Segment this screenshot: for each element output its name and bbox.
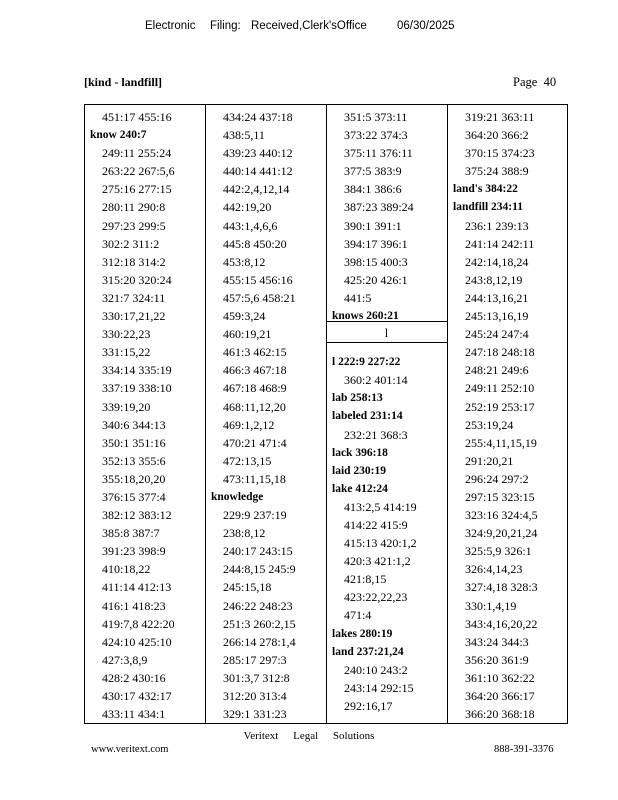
page-line-reference: 355:18,20,20 bbox=[102, 471, 166, 486]
index-term-entry: lack 396:18 bbox=[332, 446, 388, 459]
page-line-reference: 249:11 255:24 bbox=[102, 146, 172, 161]
word-index-table bbox=[84, 104, 568, 724]
page-line-reference: 416:1 418:23 bbox=[102, 598, 166, 613]
page-line-reference: 334:14 335:19 bbox=[102, 363, 172, 378]
page-line-reference: 247:18 248:18 bbox=[465, 345, 535, 360]
page-line-reference: 457:5,6 458:21 bbox=[223, 290, 296, 305]
footer-word: Solutions bbox=[332, 730, 375, 742]
page-line-reference: 394:17 396:1 bbox=[344, 236, 408, 251]
page-line-reference: 425:20 426:1 bbox=[344, 272, 408, 287]
index-term-entry: land's 384:22 bbox=[453, 183, 518, 196]
page-line-reference: 248:21 249:6 bbox=[465, 363, 529, 378]
page-line-reference: 385:8 387:7 bbox=[102, 526, 160, 541]
page-line-reference: 255:4,11,15,19 bbox=[465, 435, 537, 450]
index-column-1 bbox=[90, 108, 175, 723]
page-line-reference: 302:2 311:2 bbox=[102, 236, 160, 251]
footer-phone: 888-391-3376 bbox=[494, 744, 554, 755]
page-label: Page bbox=[513, 75, 538, 89]
page-line-reference: 421:8,15 bbox=[344, 572, 387, 587]
page-line-reference: 375:11 376:11 bbox=[344, 146, 413, 161]
page-line-reference: 327:4,18 328:3 bbox=[465, 580, 538, 595]
page-line-reference: 460:19,21 bbox=[223, 327, 272, 342]
footer-website: www.veritext.com bbox=[91, 744, 169, 755]
footer-word: Legal bbox=[293, 730, 319, 742]
page-line-reference: 376:15 377:4 bbox=[102, 489, 166, 504]
page-line-reference: 361:10 362:22 bbox=[465, 670, 535, 685]
page-line-reference: 442:19,20 bbox=[223, 200, 272, 215]
page-line-reference: 339:19,20 bbox=[102, 399, 151, 414]
page-line-reference: 440:14 441:12 bbox=[223, 164, 293, 179]
index-range-header: [kind - landfill] bbox=[84, 75, 163, 89]
index-term-entry: land 237:21,24 bbox=[332, 645, 404, 658]
page-line-reference: 292:16,17 bbox=[344, 698, 393, 713]
page-line-reference: 252:19 253:17 bbox=[465, 399, 535, 414]
page-line-reference: 384:1 386:6 bbox=[344, 182, 402, 197]
page-line-reference: 301:3,7 312:8 bbox=[223, 670, 290, 685]
page-line-reference: 343:4,16,20,22 bbox=[465, 616, 538, 631]
page-line-reference: 467:18 468:9 bbox=[223, 381, 287, 396]
page-line-reference: 390:1 391:1 bbox=[344, 218, 402, 233]
page-line-reference: 330:1,4,19 bbox=[465, 598, 517, 613]
page-line-reference: 330:17,21,22 bbox=[102, 309, 166, 324]
filing-date: 06/30/2025 bbox=[397, 20, 455, 32]
page-line-reference: 438:5,11 bbox=[223, 128, 265, 143]
page-line-reference: 466:3 467:18 bbox=[223, 363, 287, 378]
index-term-entry: lakes 280:19 bbox=[332, 627, 393, 640]
index-column-4 bbox=[453, 108, 538, 723]
page-line-reference: 326:4,14,23 bbox=[465, 562, 523, 577]
page-line-reference: 337:19 338:10 bbox=[102, 381, 172, 396]
page-line-reference: 461:3 462:15 bbox=[223, 345, 287, 360]
page-number: 40 bbox=[543, 75, 557, 89]
page-line-reference: 249:11 252:10 bbox=[465, 381, 535, 396]
page-line-reference: 364:20 366:17 bbox=[465, 689, 535, 703]
page-line-reference: 391:23 398:9 bbox=[102, 544, 166, 559]
page-line-reference: 285:17 297:3 bbox=[223, 652, 287, 667]
page-line-reference: 430:17 432:17 bbox=[102, 689, 172, 703]
page-line-reference: 375:24 388:9 bbox=[465, 164, 529, 179]
page-line-reference: 360:2 401:14 bbox=[344, 373, 408, 388]
page-line-reference: 356:20 361:9 bbox=[465, 652, 529, 667]
page-line-reference: 232:21 368:3 bbox=[344, 427, 408, 442]
footer-company bbox=[0, 730, 618, 742]
page-line-reference: 470:21 471:4 bbox=[223, 435, 287, 450]
page-line-reference: 312:18 314:2 bbox=[102, 254, 166, 269]
page-line-reference: 323:16 324:4,5 bbox=[465, 508, 538, 523]
page-line-reference: 415:13 420:1,2 bbox=[344, 536, 417, 551]
letter-section-divider: l bbox=[326, 321, 447, 343]
page-line-reference: 427:3,8,9 bbox=[102, 652, 148, 667]
page-line-reference: 442:2,4,12,14 bbox=[223, 182, 290, 197]
page-line-reference: 373:22 374:3 bbox=[344, 128, 408, 143]
page-number-header bbox=[513, 75, 556, 90]
page-line-reference: 455:15 456:16 bbox=[223, 272, 293, 287]
page-line-reference: 291:20,21 bbox=[465, 453, 514, 468]
column-divider bbox=[326, 105, 327, 723]
page-line-reference: 229:9 237:19 bbox=[223, 508, 287, 523]
index-term-entry: l 222:9 227:22 bbox=[332, 356, 401, 369]
page-line-reference: 398:15 400:3 bbox=[344, 254, 408, 269]
page-line-reference: 420:3 421:1,2 bbox=[344, 554, 411, 569]
page-line-reference: 330:22,23 bbox=[102, 327, 151, 342]
page-line-reference: 451:17 455:16 bbox=[102, 110, 172, 124]
page-line-reference: 424:10 425:10 bbox=[102, 634, 172, 649]
page-line-reference: 411:14 412:13 bbox=[102, 580, 172, 595]
index-term-entry: lab 258:13 bbox=[332, 392, 383, 405]
index-term-entry: knowledge bbox=[211, 490, 264, 503]
page-line-reference: 382:12 383:12 bbox=[102, 508, 172, 523]
page-line-reference: 459:3,24 bbox=[223, 309, 266, 324]
index-term-entry: landfill 234:11 bbox=[453, 201, 523, 214]
page-line-reference: 433:11 434:1 bbox=[102, 707, 166, 722]
page-line-reference: 244:8,15 245:9 bbox=[223, 562, 296, 577]
page-line-reference: 366:20 368:18 bbox=[465, 707, 535, 722]
page-line-reference: 297:23 299:5 bbox=[102, 218, 166, 233]
page-line-reference: 377:5 383:9 bbox=[344, 164, 402, 179]
page-line-reference: 364:20 366:2 bbox=[465, 128, 529, 143]
page-line-reference: 453:8,12 bbox=[223, 254, 266, 269]
page-line-reference: 319:21 363:11 bbox=[465, 110, 535, 124]
footer-word: Veritext bbox=[243, 730, 279, 742]
page-line-reference: 445:8 450:20 bbox=[223, 236, 287, 251]
page-line-reference: 236:1 239:13 bbox=[465, 218, 529, 233]
page-line-reference: 419:7,8 422:20 bbox=[102, 616, 175, 631]
page-line-reference: 315:20 320:24 bbox=[102, 272, 172, 287]
page-line-reference: 245:24 247:4 bbox=[465, 327, 529, 342]
index-term-entry: laid 230:19 bbox=[332, 464, 386, 477]
filing-label-electronic: Electronic bbox=[145, 20, 196, 32]
page-line-reference: 469:1,2,12 bbox=[223, 417, 275, 432]
page-line-reference: 471:4 bbox=[344, 608, 372, 623]
page-line-reference: 241:14 242:11 bbox=[465, 236, 535, 251]
page-line-reference: 253:19,24 bbox=[465, 417, 514, 432]
page-line-reference: 329:1 331:23 bbox=[223, 707, 287, 722]
electronic-filing-stamp bbox=[0, 20, 618, 38]
page-line-reference: 240:17 243:15 bbox=[223, 544, 293, 559]
index-term-entry: know 240:7 bbox=[90, 129, 147, 142]
page-line-reference: 414:22 415:9 bbox=[344, 517, 408, 532]
page-line-reference: 324:9,20,21,24 bbox=[465, 526, 538, 541]
page-line-reference: 410:18,22 bbox=[102, 562, 151, 577]
page-line-reference: 351:5 373:11 bbox=[344, 110, 408, 124]
page-line-reference: 296:24 297:2 bbox=[465, 471, 529, 486]
index-term-entry: knows 260:21 bbox=[332, 310, 399, 323]
index-term-entry: labeled 231:14 bbox=[332, 410, 403, 423]
filing-label-received: Received,Clerk'sOffice bbox=[251, 20, 367, 32]
page-line-reference: 428:2 430:16 bbox=[102, 670, 166, 685]
page-line-reference: 441:5 bbox=[344, 290, 372, 305]
page-line-reference: 423:22,22,23 bbox=[344, 590, 408, 605]
page-line-reference: 240:10 243:2 bbox=[344, 662, 408, 677]
page-line-reference: 468:11,12,20 bbox=[223, 399, 286, 414]
page-line-reference: 443:1,4,6,6 bbox=[223, 218, 278, 233]
page-line-reference: 245:13,16,19 bbox=[465, 309, 529, 324]
index-term-entry: lake 412:24 bbox=[332, 482, 388, 495]
page-line-reference: 312:20 313:4 bbox=[223, 689, 287, 703]
page-line-reference: 246:22 248:23 bbox=[223, 598, 293, 613]
page-line-reference: 238:8,12 bbox=[223, 526, 266, 541]
page-line-reference: 244:13,16,21 bbox=[465, 290, 529, 305]
column-divider bbox=[447, 105, 448, 723]
page-line-reference: 472:13,15 bbox=[223, 453, 272, 468]
page-line-reference: 243:8,12,19 bbox=[465, 272, 523, 287]
page-line-reference: 370:15 374:23 bbox=[465, 146, 535, 161]
page-line-reference: 243:14 292:15 bbox=[344, 680, 414, 695]
page-line-reference: 275:16 277:15 bbox=[102, 182, 172, 197]
page-line-reference: 242:14,18,24 bbox=[465, 254, 529, 269]
page-line-reference: 263:22 267:5,6 bbox=[102, 164, 175, 179]
page-line-reference: 251:3 260:2,15 bbox=[223, 616, 296, 631]
page-line-reference: 473:11,15,18 bbox=[223, 471, 286, 486]
page-line-reference: 325:5,9 326:1 bbox=[465, 544, 532, 559]
page-line-reference: 297:15 323:15 bbox=[465, 489, 535, 504]
page-line-reference: 387:23 389:24 bbox=[344, 200, 414, 215]
index-column-3 bbox=[332, 108, 417, 715]
page-line-reference: 340:6 344:13 bbox=[102, 417, 166, 432]
page-line-reference: 343:24 344:3 bbox=[465, 634, 529, 649]
page-line-reference: 350:1 351:16 bbox=[102, 435, 166, 450]
page-line-reference: 280:11 290:8 bbox=[102, 200, 166, 215]
column-divider bbox=[205, 105, 206, 723]
page-line-reference: 245:15,18 bbox=[223, 580, 272, 595]
filing-label-filing: Filing: bbox=[210, 20, 241, 32]
page-line-reference: 321:7 324:11 bbox=[102, 290, 166, 305]
index-column-2 bbox=[211, 108, 296, 723]
page-line-reference: 434:24 437:18 bbox=[223, 110, 293, 124]
page-line-reference: 266:14 278:1,4 bbox=[223, 634, 296, 649]
page-line-reference: 352:13 355:6 bbox=[102, 453, 166, 468]
page-line-reference: 439:23 440:12 bbox=[223, 146, 293, 161]
page-line-reference: 413:2,5 414:19 bbox=[344, 499, 417, 514]
page-line-reference: 331:15,22 bbox=[102, 345, 151, 360]
